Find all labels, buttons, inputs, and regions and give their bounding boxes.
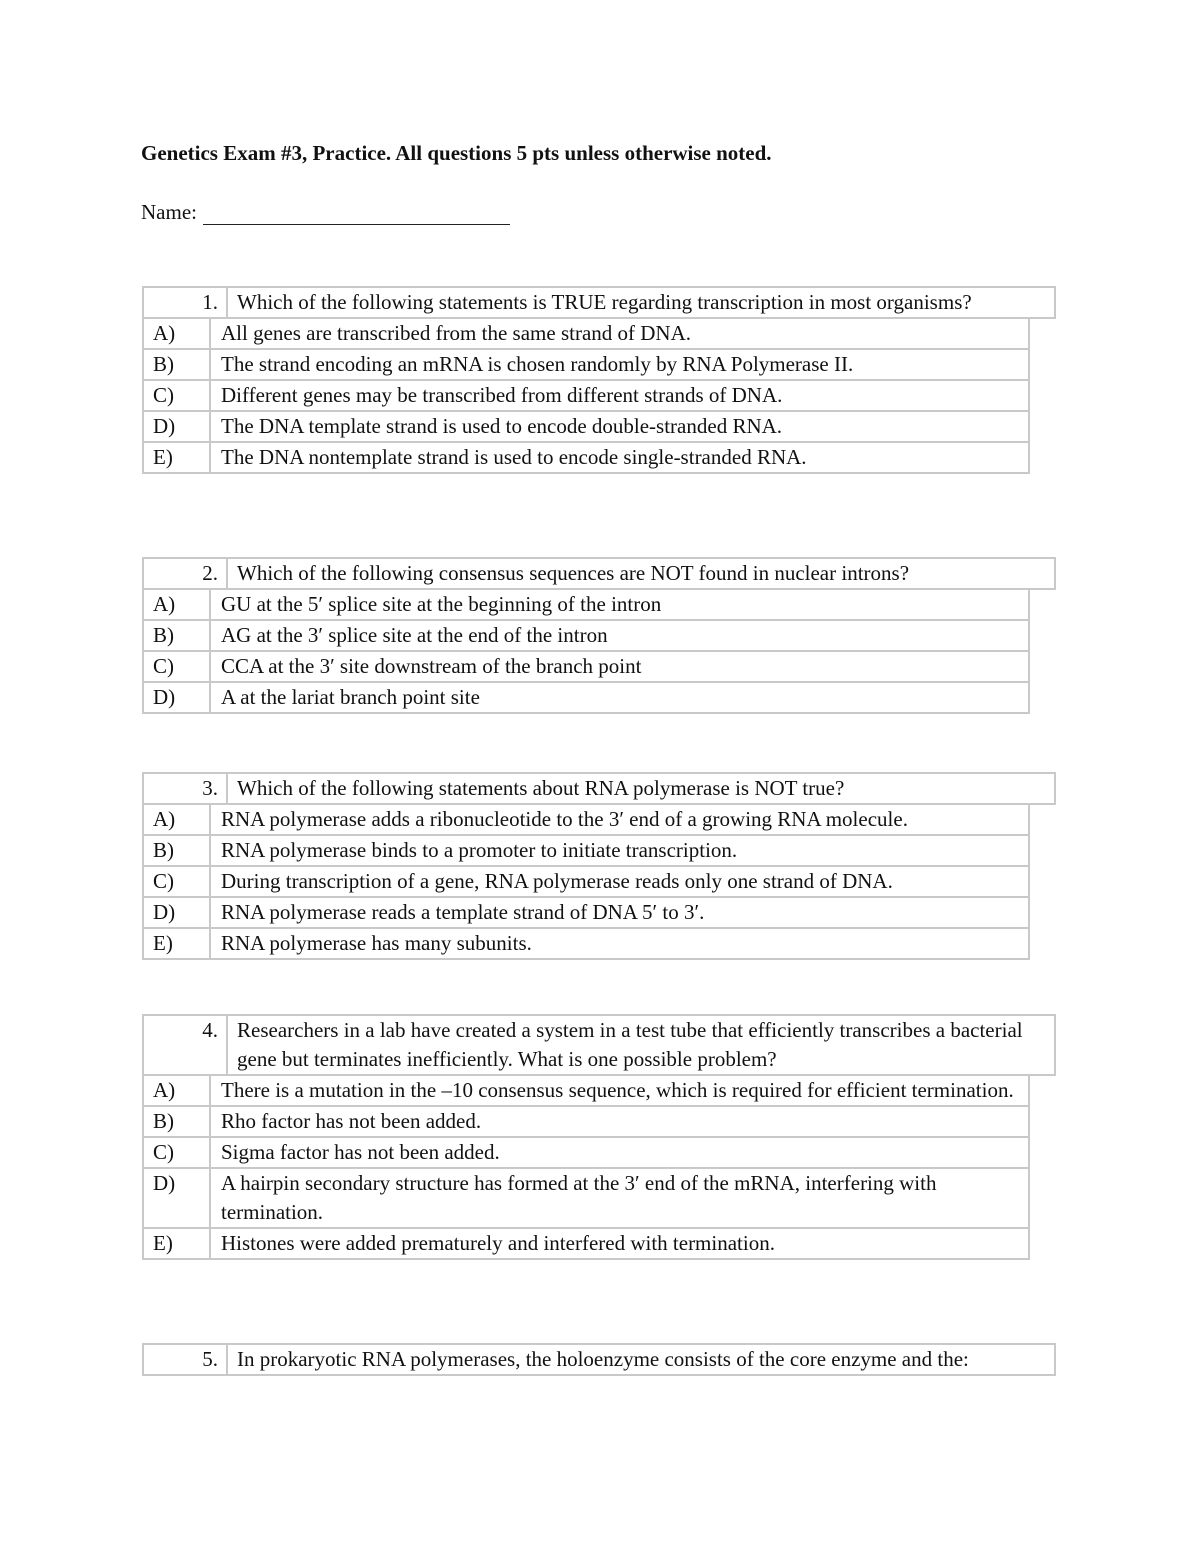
option-text: Histones were added prematurely and interfered with termination. [221, 1231, 775, 1255]
answer-option[interactable] [142, 412, 1030, 443]
option-text: CCA at the 3′ site downstream of the branch point [221, 654, 642, 678]
question-number: 2. [144, 559, 228, 588]
question-header [142, 772, 1056, 805]
question-block [142, 772, 1056, 960]
option-letter: A) [144, 319, 211, 348]
option-letter: E) [144, 443, 211, 472]
option-text: The strand encoding an mRNA is chosen randomly by RNA Polymerase II. [221, 352, 854, 376]
question-number: 3. [144, 774, 228, 803]
question-header [142, 1343, 1056, 1376]
option-text: RNA polymerase binds to a promoter to initiate transcription. [221, 838, 738, 862]
answer-option[interactable] [142, 350, 1030, 381]
answer-option[interactable] [142, 1107, 1030, 1138]
option-letter: B) [144, 621, 211, 650]
option-text: Rho factor has not been added. [221, 1109, 482, 1133]
question-header [142, 1014, 1056, 1076]
question-header [142, 557, 1056, 590]
question-header [142, 286, 1056, 319]
option-letter: C) [144, 1138, 211, 1167]
option-letter: D) [144, 412, 211, 441]
answer-option[interactable] [142, 1169, 1030, 1229]
option-text: Sigma factor has not been added. [221, 1140, 500, 1164]
question-number: 4. [144, 1016, 228, 1074]
answer-option[interactable] [142, 1076, 1030, 1107]
answer-option[interactable] [142, 652, 1030, 683]
option-letter: A) [144, 805, 211, 834]
name-label: Name: [141, 200, 197, 224]
option-text: All genes are transcribed from the same strand of DNA. [221, 321, 692, 345]
question-block [142, 1014, 1056, 1260]
answer-option[interactable] [142, 683, 1030, 714]
name-blank-line[interactable] [203, 200, 510, 225]
page-title: Genetics Exam #3, Practice. All questions 5 pts unless otherwise noted. [141, 141, 772, 165]
answer-option[interactable] [142, 898, 1030, 929]
option-text: There is a mutation in the –10 consensus sequence, which is required for efficient termination. [221, 1078, 1014, 1102]
option-letter: E) [144, 1229, 211, 1258]
answer-option[interactable] [142, 929, 1030, 960]
option-letter: C) [144, 867, 211, 896]
question-text: Which of the following statements about RNA polymerase is NOT true? [237, 776, 845, 800]
option-letter: C) [144, 381, 211, 410]
answer-option[interactable] [142, 443, 1030, 474]
option-letter: D) [144, 1169, 211, 1227]
option-text: GU at the 5′ splice site at the beginning of the intron [221, 592, 662, 616]
answer-option[interactable] [142, 381, 1030, 412]
option-letter: D) [144, 683, 211, 712]
answer-option[interactable] [142, 590, 1030, 621]
question-text: Which of the following consensus sequences are NOT found in nuclear introns? [237, 561, 910, 585]
question-text: In prokaryotic RNA polymerases, the holoenzyme consists of the core enzyme and the: [237, 1347, 969, 1371]
answer-option[interactable] [142, 1138, 1030, 1169]
option-letter: B) [144, 350, 211, 379]
question-block [142, 286, 1056, 474]
question-text: Researchers in a lab have created a system in a test tube that efficiently transcribes a bacterial gene but terminates inefficiently. What is one possible problem? [237, 1018, 1023, 1071]
option-letter: D) [144, 898, 211, 927]
question-block [142, 557, 1056, 714]
option-text: RNA polymerase adds a ribonucleotide to the 3′ end of a growing RNA molecule. [221, 807, 908, 831]
question-text: Which of the following statements is TRUE regarding transcription in most organisms? [237, 290, 972, 314]
option-text: The DNA nontemplate strand is used to encode single-stranded RNA. [221, 445, 807, 469]
answer-option[interactable] [142, 1229, 1030, 1260]
option-text: The DNA template strand is used to encode double-stranded RNA. [221, 414, 783, 438]
option-text: A hairpin secondary structure has formed at the 3′ end of the mRNA, interfering with termination. [221, 1171, 937, 1224]
option-text: AG at the 3′ splice site at the end of the intron [221, 623, 608, 647]
option-text: During transcription of a gene, RNA polymerase reads only one strand of DNA. [221, 869, 893, 893]
option-letter: A) [144, 590, 211, 619]
option-text: RNA polymerase has many subunits. [221, 931, 532, 955]
option-letter: A) [144, 1076, 211, 1105]
answer-option[interactable] [142, 319, 1030, 350]
option-letter: B) [144, 1107, 211, 1136]
answer-option[interactable] [142, 836, 1030, 867]
option-letter: B) [144, 836, 211, 865]
option-letter: C) [144, 652, 211, 681]
option-text: RNA polymerase reads a template strand of DNA 5′ to 3′. [221, 900, 705, 924]
option-letter: E) [144, 929, 211, 958]
answer-option[interactable] [142, 621, 1030, 652]
answer-option[interactable] [142, 805, 1030, 836]
question-number: 5. [144, 1345, 228, 1374]
answer-option[interactable] [142, 867, 1030, 898]
option-text: Different genes may be transcribed from different strands of DNA. [221, 383, 783, 407]
name-field-row [141, 200, 510, 225]
question-number: 1. [144, 288, 228, 317]
option-text: A at the lariat branch point site [221, 685, 480, 709]
question-block [142, 1343, 1056, 1376]
